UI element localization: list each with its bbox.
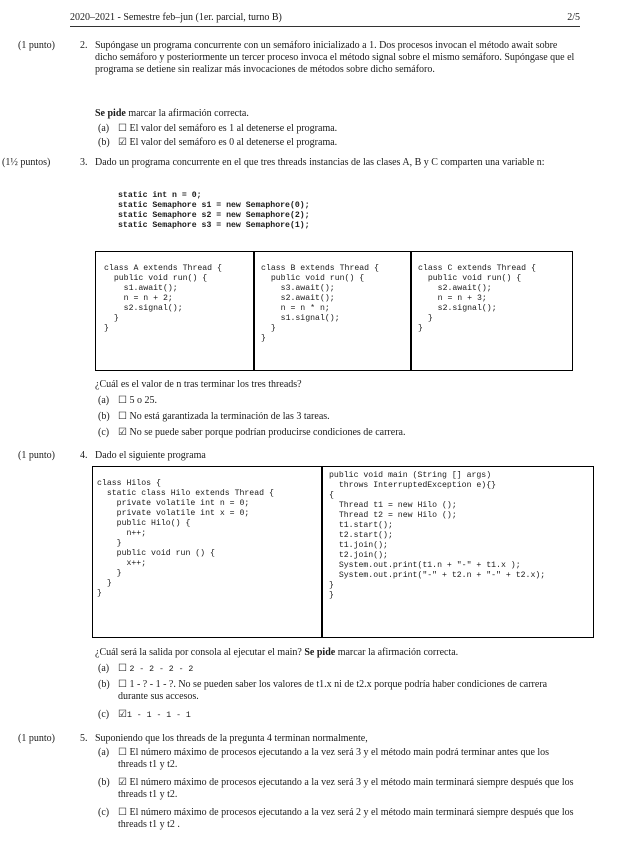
option-c[interactable]: [98, 807, 580, 831]
checkbox-icon[interactable]: ☐: [118, 663, 127, 674]
option-c[interactable]: [98, 427, 405, 439]
option-a[interactable]: [98, 395, 157, 407]
page-number: 2/5: [567, 12, 580, 23]
class-b-code: class B extends Thread { public void run() { s3.await(); s2.await(); n = n * n; s1.signal(); } }: [261, 264, 379, 343]
declarations-code: static int n = 0; static Semaphore s1 = new Semaphore(0); static Semaphore s2 = new Semaphore(2); static Semaphore s3 = new Semaphore(1);: [118, 191, 310, 230]
question-text: Suponiendo que los threads de la pregunta 4 terminan normalmente,: [95, 733, 368, 744]
option-label: (a): [98, 123, 110, 134]
class-c-code: class C extends Thread { public void run() { s2.await(); n = n + 3; s2.signal(); } }: [418, 264, 536, 333]
option-text: No está garantizada la terminación de las 3 tareas.: [129, 411, 330, 422]
hilos-class-code: class Hilos { static class Hilo extends Thread { private volatile int n = 0; private volatile int x = 0; public Hilo() { n++; } public void run () { x++; } } }: [97, 479, 274, 598]
prompt-rest: marcar la afirmación correcta.: [125, 108, 249, 119]
class-a-code: class A extends Thread { public void run() { s1.await(); n = n + 2; s2.signal(); } }: [104, 264, 222, 333]
option-text: 1 - ? - 1 - ?. No se pueden saber los valores de t1.x ni de t2.x porque podría haber condiciones de carrera durante sus accesos.: [118, 679, 548, 702]
option-label: (c): [98, 807, 110, 818]
checkbox-icon[interactable]: ☐: [118, 411, 127, 422]
question-text: Supóngase un programa concurrente con un semáforo inicializado a 1. Dos procesos invocan el método await sobre dicho semáforo y posteriormente un tercer proceso invoca el método signal sobre el mismo semáforo. Supóngase que el programa se detiene sin realizar más invocaciones de métodos sobre dicho semáforo.: [95, 40, 575, 75]
checked-box-icon[interactable]: ☑: [118, 777, 127, 788]
prompt-bold: Se pide: [95, 108, 126, 119]
checkbox-icon[interactable]: ☐: [118, 123, 127, 134]
checkbox-icon[interactable]: ☐: [118, 679, 127, 690]
question-points: (1 punto): [18, 733, 55, 744]
checkbox-icon[interactable]: ☐: [118, 807, 127, 818]
header-course: 2020–2021 - Semestre feb–jun (1er. parcial, turno B): [70, 12, 282, 23]
option-b[interactable]: [98, 679, 578, 703]
option-label: (a): [98, 663, 110, 674]
option-a[interactable]: [98, 663, 193, 675]
option-text: El número máximo de procesos ejecutando a la vez será 2 y el método main terminará siempre después que los threads t1 y t2 .: [118, 807, 574, 830]
option-label: (b): [98, 411, 110, 422]
option-text: 1 - 1 - 1 - 1: [126, 711, 191, 720]
question-number: 5.: [80, 733, 88, 744]
option-label: (b): [98, 777, 110, 788]
question-number: 3.: [80, 157, 88, 168]
option-b[interactable]: [98, 137, 337, 149]
checkbox-icon[interactable]: ☐: [118, 395, 127, 406]
option-label: (c): [98, 427, 110, 438]
option-label: (c): [98, 709, 110, 720]
option-text: El número máximo de procesos ejecutando a la vez será 3 y el método main podrá terminar antes que los threads t1 y t2.: [118, 747, 550, 770]
option-label: (b): [98, 137, 110, 148]
question-2: [0, 40, 600, 150]
question-points: (1½ puntos): [2, 157, 51, 168]
page-header: [70, 12, 580, 27]
checked-box-icon[interactable]: ☑: [118, 709, 127, 720]
option-text: El valor del semáforo es 1 al detenerse el programa.: [129, 123, 338, 134]
divider: [321, 467, 323, 637]
option-text: 5 o 25.: [129, 395, 157, 406]
question-prompt: ¿Cuál es el valor de n tras terminar los tres threads?: [95, 379, 302, 390]
checkbox-icon[interactable]: ☐: [118, 747, 127, 758]
question-text: Dado un programa concurrente en el que tres threads instancias de las clases A, B y C comparten una variable n:: [95, 157, 545, 168]
option-b[interactable]: [98, 777, 580, 801]
prompt-text: ¿Cuál será la salida por consola al ejecutar el main?: [95, 647, 305, 658]
question-points: (1 punto): [18, 40, 55, 51]
question-prompt: [95, 108, 249, 120]
question-3: [0, 157, 600, 447]
question-prompt: [95, 647, 585, 659]
question-text: Dado el siguiente programa: [95, 450, 206, 461]
option-c[interactable]: [98, 709, 191, 721]
option-a[interactable]: [98, 123, 337, 135]
option-text: El valor del semáforo es 0 al detenerse el programa.: [129, 137, 338, 148]
option-label: (b): [98, 679, 110, 690]
program-table: [92, 466, 594, 638]
question-4: [0, 450, 600, 730]
main-method-code: public void main (String [] args) throws InterruptedException e){} { Thread t1 = new Hilo (); Thread t2 = new Hilo (); t1.start(); t2.start(); t1.join(); t2.join(); System.out.print(t1.n + "-" + t1.x ); System.out.print("-" + t2.n + "-" + t2.x); } }: [329, 471, 546, 600]
checked-box-icon[interactable]: ☑: [118, 427, 127, 438]
question-5: [0, 733, 600, 843]
divider: [410, 252, 412, 370]
prompt-bold: Se pide: [304, 647, 336, 658]
option-text: 2 - 2 - 2 - 2: [129, 665, 194, 674]
option-label: (a): [98, 747, 110, 758]
option-a[interactable]: [98, 747, 580, 771]
checked-box-icon[interactable]: ☑: [118, 137, 127, 148]
divider: [253, 252, 255, 370]
option-label: (a): [98, 395, 110, 406]
classes-table: [95, 251, 573, 371]
question-number: 2.: [80, 40, 88, 51]
question-points: (1 punto): [18, 450, 55, 461]
option-text: No se puede saber porque podrían producirse condiciones de carrera.: [129, 427, 406, 438]
option-b[interactable]: [98, 411, 330, 423]
option-text: El número máximo de procesos ejecutando a la vez será 3 y el método main terminará siempre después que los threads t1 y t2.: [118, 777, 574, 800]
question-number: 4.: [80, 450, 88, 461]
prompt-rest: marcar la afirmación correcta.: [335, 647, 459, 658]
